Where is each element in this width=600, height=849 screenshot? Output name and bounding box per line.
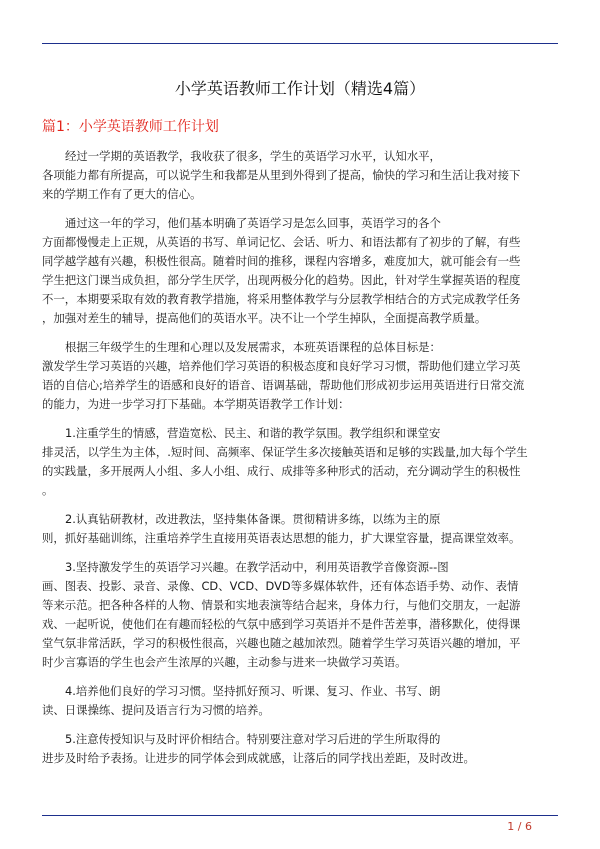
paragraph-line: ，加强对差生的辅导，提高他们的英语水平。决不让一个学生掉队，全面提高教学质量。	[42, 311, 487, 325]
paragraph-line: 画、图表、投影、录音、录像、CD、VCD、DVD等多媒体软件，还有体态语手势、动作、表情	[42, 579, 519, 593]
paragraph-line: 的实践量，多开展两人小组、多人小组、成行、成排等多种形式的活动，充分调动学生的积极性	[42, 464, 521, 478]
paragraph-line: 2.认真钻研教材，改进教法，坚持集体备课。贯彻精讲多练，以练为主的原	[65, 512, 441, 526]
paragraph-line: 经过一学期的英语教学，我收获了很多，学生的英语学习水平，认知水平，	[65, 149, 441, 163]
paragraph-line: 等来示范。把各种各样的人物、情景和实地表演等结合起来，身体力行，与他们交朋友，一起游	[42, 598, 521, 612]
paragraph	[42, 558, 558, 672]
paragraph-line: 各项能力都有所提高，可以说学生和我都是从里到外得到了提高，愉快的学习和生活让我对接下	[42, 168, 521, 182]
paragraph-line: 堂气氛非常活跃，学习的积极性很高，兴趣也随之越加浓烈。随着学生学习英语兴趣的增加，平	[42, 636, 521, 650]
paragraph-line: 读、日课操练、提问及语言行为习惯的培养。	[42, 703, 270, 717]
paragraph-line: 激发学生学习英语的兴趣，培养他们学习英语的积极态度和良好学习习惯，帮助他们建立学习英	[42, 359, 521, 373]
document-body	[42, 147, 558, 778]
document-title: 小学英语教师工作计划（精选4篇）	[174, 79, 426, 98]
paragraph	[42, 338, 558, 414]
paragraph-line: 4.培养他们良好的学习习惯。坚持抓好预习、听课、复习、作业、书写、朗	[65, 684, 441, 698]
paragraph-line: 语的自信心;培养学生的语感和良好的语音、语调基础，帮助他们形成初步运用英语进行日常交流	[42, 378, 525, 392]
footer-rule	[42, 815, 558, 816]
paragraph-line: 同学越学越有兴趣，积极性很高。随着时间的推移，课程内容增多，难度加大，就可能会有一些	[42, 254, 521, 268]
paragraph-line: 。	[42, 483, 54, 497]
page-number: 1 / 6	[507, 820, 532, 833]
header-rule	[42, 43, 558, 44]
paragraph-line: 方面都慢慢走上正规，从英语的书写、单词记忆、会话、听力、和语法都有了初步的了解，有些	[42, 235, 521, 249]
paragraph-line: 5.注意传授知识与及时评价相结合。特别要注意对学习后进的学生所取得的	[65, 732, 441, 746]
paragraph	[42, 147, 558, 204]
paragraph-line: 戏、一起听说，使他们在有趣而轻松的气氛中感到学习英语并不是件苦差事，潜移默化，使得课	[42, 617, 521, 631]
paragraph-line: 根据三年级学生的生理和心理以及发展需求，本班英语课程的总体目标是：	[65, 340, 441, 354]
paragraph-line: 不一，本期要采取有效的教育教学措施，将采用整体教学与分层教学相结合的方式完成教学任务	[42, 292, 521, 306]
paragraph-line: 学生把这门课当成负担，部分学生厌学，出现两极分化的趋势。因此，针对学生掌握英语的程度	[42, 273, 521, 287]
paragraph-line: 排灵活，以学生为主体，.短时间、高频率、保证学生多次接触英语和足够的实践量,加大每个学生	[42, 445, 528, 459]
paragraph-line: 进步及时给予表扬。让进步的同学体会到成就感，让落后的同学找出差距，及时改进。	[42, 751, 475, 765]
paragraph-line: 则，抓好基础训练，注重培养学生直接用英语表达思想的能力，扩大课堂容量，提高课堂效率。	[42, 531, 521, 545]
paragraph	[42, 424, 558, 500]
paragraph-line: 时少言寡语的学生也会产生浓厚的兴趣，主动参与进来一块做学习英语。	[42, 655, 407, 669]
paragraph	[42, 730, 558, 768]
paragraph-line: 1.注重学生的情感，营造宽松、民主、和谐的教学氛围。教学组织和课堂安	[65, 426, 441, 440]
paragraph-line: 的能力，为进一步学习打下基础。本学期英语教学工作计划：	[42, 397, 350, 411]
section-title: 篇1：小学英语教师工作计划	[42, 119, 219, 135]
paragraph	[42, 682, 558, 720]
paragraph-line: 来的学期工作有了更大的信心。	[42, 187, 202, 201]
paragraph-line: 通过这一年的学习，他们基本明确了英语学习是怎么回事，英语学习的各个	[65, 216, 441, 230]
paragraph-line: 3.坚持激发学生的英语学习兴趣。在教学活动中，利用英语教学音像资源--图	[65, 560, 449, 574]
paragraph	[42, 510, 558, 548]
paragraph	[42, 214, 558, 328]
